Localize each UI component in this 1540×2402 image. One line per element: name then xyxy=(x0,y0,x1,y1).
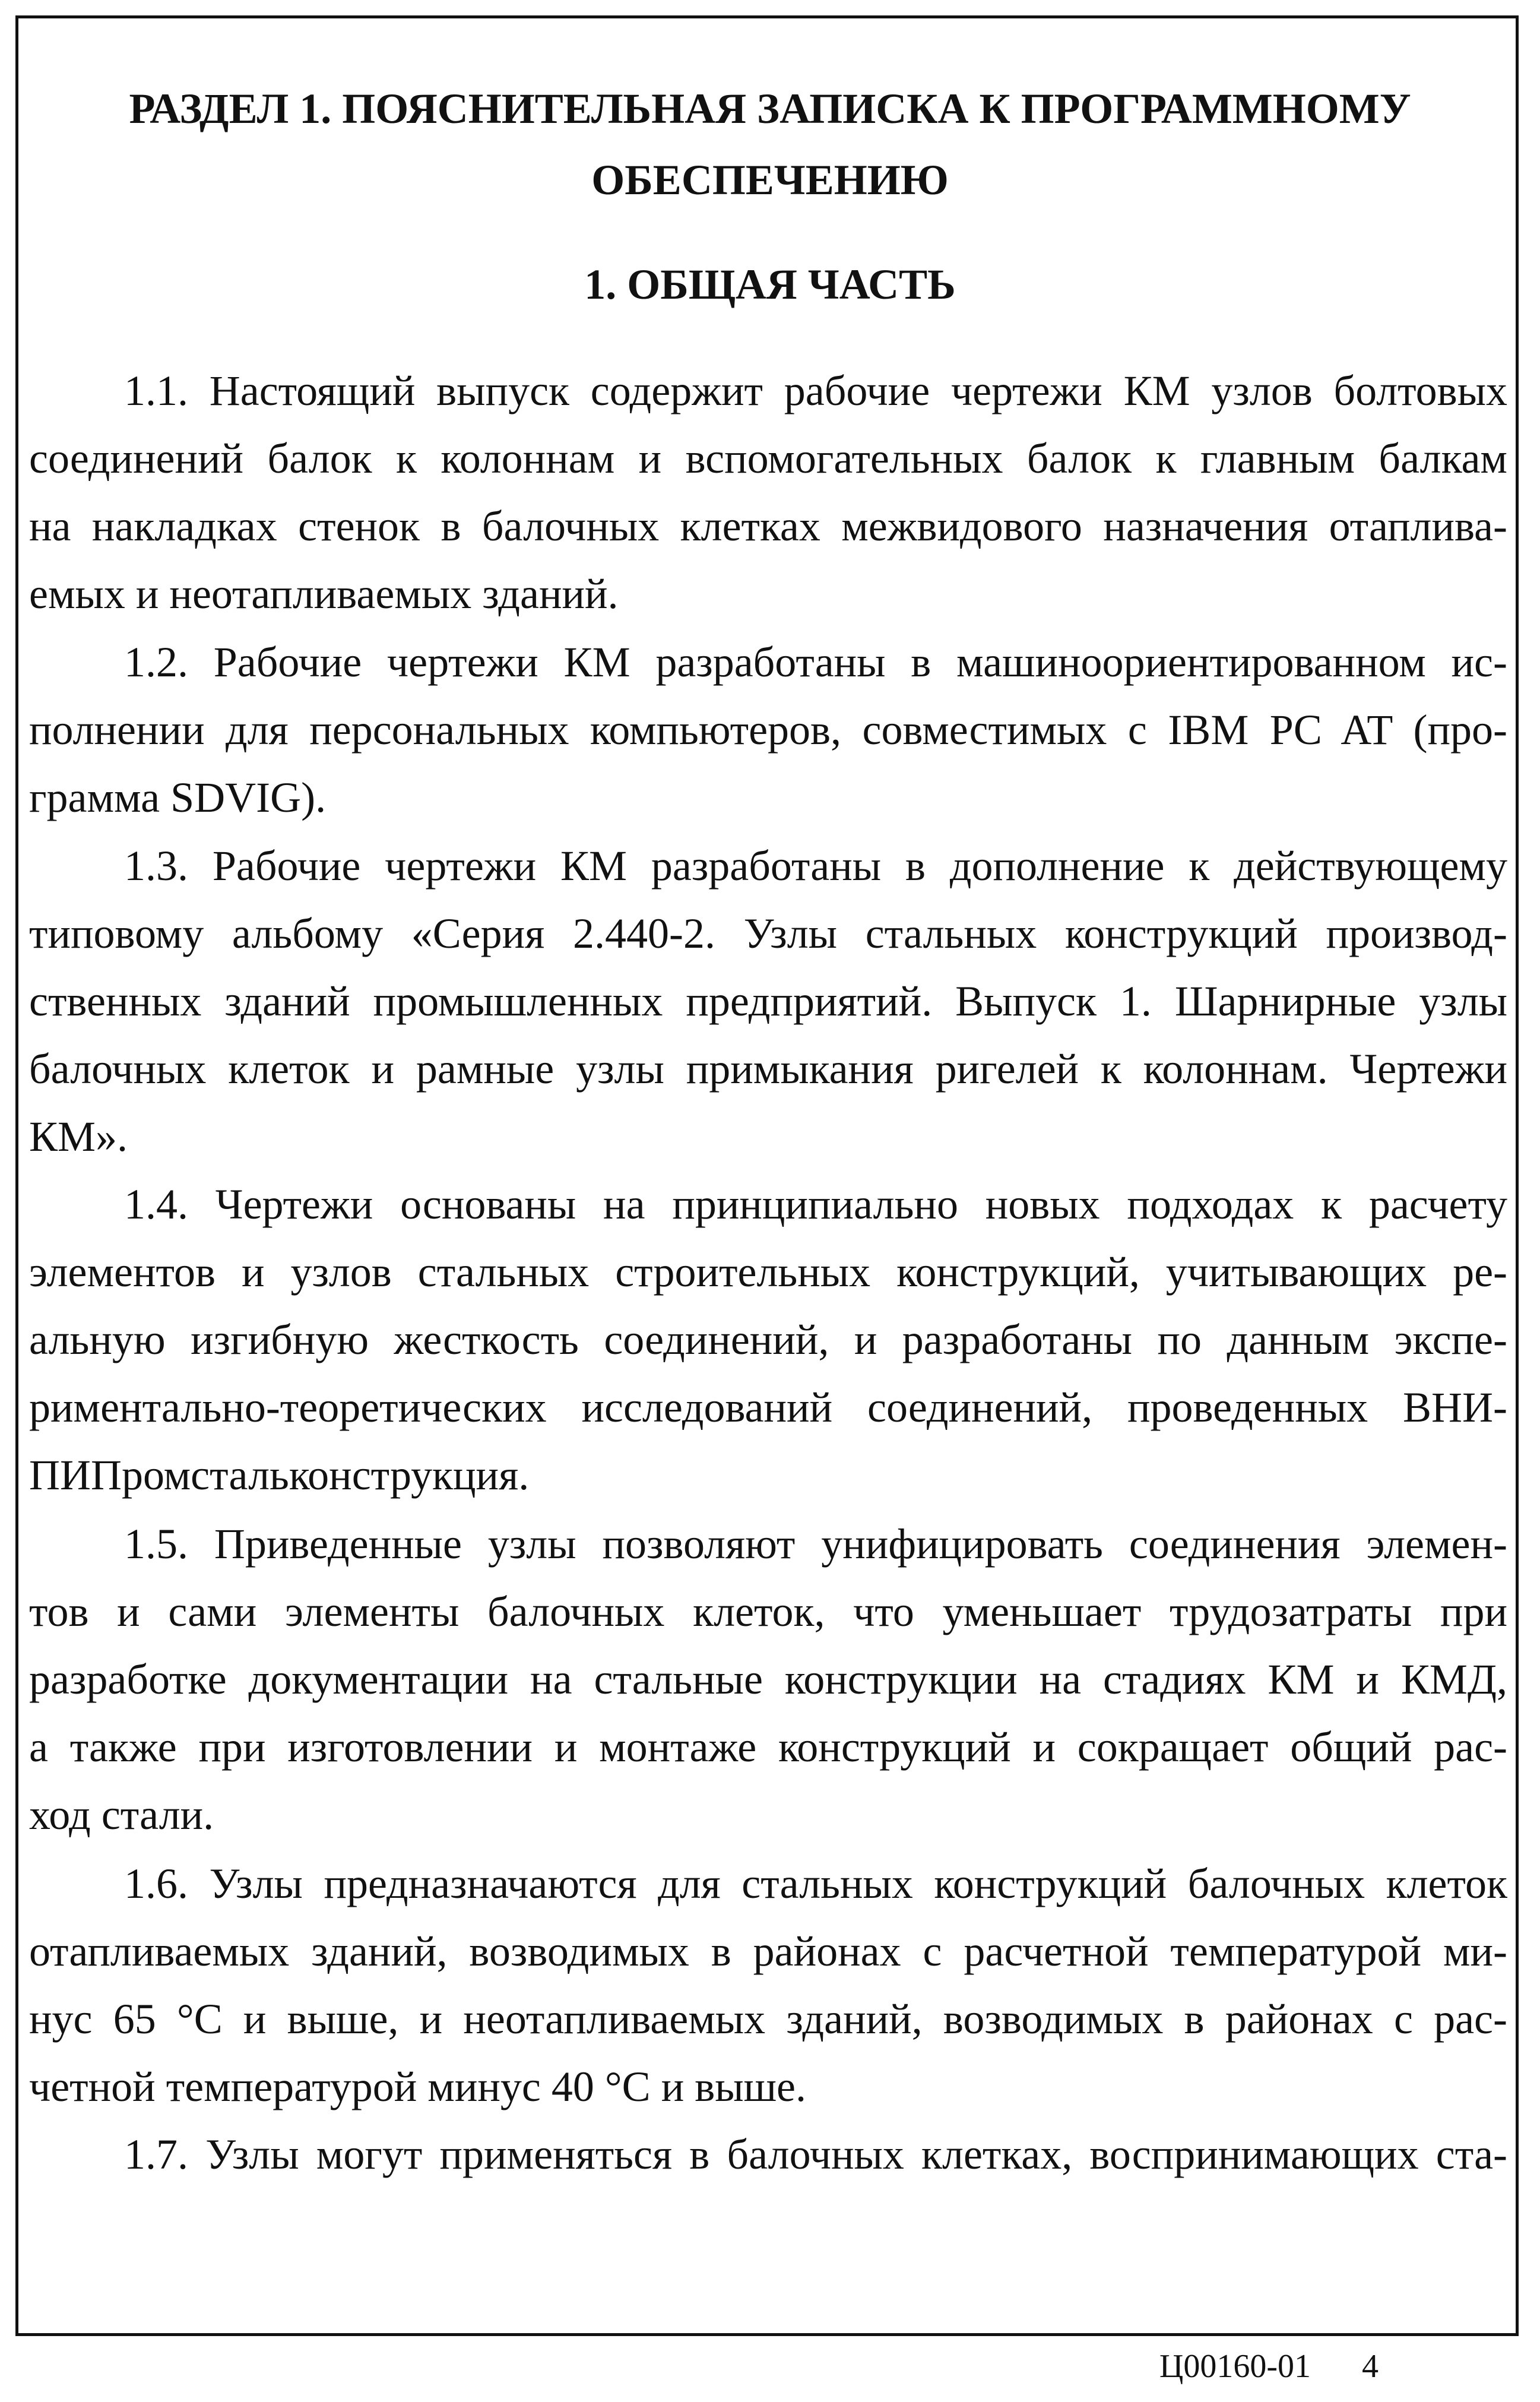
paragraph-line: балочных клеток и рамные узлы примыкания ригелей к колоннам. Чертежи xyxy=(29,1045,1507,1093)
paragraph-1-6 xyxy=(29,1850,1507,2121)
page-number: 4 xyxy=(1362,2348,1379,2385)
paragraph-line: 1.4. Чертежи основаны на принципиально новых подходах к расчету xyxy=(124,1181,1507,1228)
paragraph-line: типовому альбому «Серия 2.440-2. Узлы стальных конструкций производ- xyxy=(29,910,1507,957)
section-title-line-1: РАЗДЕЛ 1. ПОЯСНИТЕЛЬНАЯ ЗАПИСКА К ПРОГРАММНОМУ xyxy=(129,85,1411,132)
paragraph-line: альную изгибную жесткость соединений, и разработаны по данным экспе- xyxy=(29,1316,1507,1363)
paragraph-line: соединений балок к колоннам и вспомогательных балок к главным балкам xyxy=(29,435,1507,482)
paragraph-line: КМ». xyxy=(29,1113,128,1160)
paragraph-1-1 xyxy=(29,357,1507,628)
paragraph-line: четной температурой минус 40 °С и выше. xyxy=(29,2063,807,2110)
paragraph-1-7 xyxy=(29,2121,1507,2188)
paragraph-line: а также при изготовлении и монтаже конструкций и сокращает общий рас- xyxy=(29,1723,1507,1771)
page-footer xyxy=(1159,2346,1379,2387)
section-title-line-2: ОБЕСПЕЧЕНИЮ xyxy=(591,156,949,204)
paragraph-1-5 xyxy=(29,1510,1507,1849)
paragraph-line: на накладках стенок в балочных клетках межвидового назначения отаплива- xyxy=(29,502,1507,550)
paragraph-line: 1.5. Приведенные узлы позволяют унифицировать соединения элемен- xyxy=(124,1520,1507,1568)
paragraph-line: емых и неотапливаемых зданий. xyxy=(29,570,619,618)
paragraph-line: 1.1. Настоящий выпуск содержит рабочие чертежи КМ узлов болтовых xyxy=(124,367,1507,414)
paragraph-line: ход стали. xyxy=(29,1791,214,1838)
paragraph-line: нус 65 °С и выше, и неотапливаемых зданий, возводимых в районах с рас- xyxy=(29,1995,1507,2043)
paragraph-line: элементов и узлов стальных строительных конструкций, учитывающих ре- xyxy=(29,1248,1507,1296)
paragraph-line: 1.3. Рабочие чертежи КМ разработаны в дополнение к действующему xyxy=(124,842,1507,890)
page-frame xyxy=(15,15,1519,2336)
paragraph-line: отапливаемых зданий, возводимых в районах с расчетной температурой ми- xyxy=(29,1928,1507,1975)
paragraph-line: 1.6. Узлы предназначаются для стальных конструкций балочных клеток xyxy=(124,1860,1507,1907)
paragraph-1-4 xyxy=(29,1170,1507,1509)
paragraph-line: ственных зданий промышленных предприятий. Выпуск 1. Шарнирные узлы xyxy=(29,977,1507,1025)
section-title xyxy=(54,73,1486,216)
paragraph-line: 1.2. Рабочие чертежи КМ разработаны в машиноориентированном ис- xyxy=(124,638,1507,686)
paragraph-line: грамма SDVIG). xyxy=(29,774,327,821)
paragraph-1-2 xyxy=(29,628,1507,831)
paragraph-1-3 xyxy=(29,832,1507,1170)
paragraph-line: тов и сами элементы балочных клеток, что уменьшает трудозатраты при xyxy=(29,1588,1507,1635)
subsection-title: 1. ОБЩАЯ ЧАСТЬ xyxy=(584,261,956,308)
paragraph-line: риментально-теоретических исследований соединений, проведенных ВНИ- xyxy=(29,1384,1507,1431)
paragraph-line: разработке документации на стальные конструкции на стадиях КМ и КМД, xyxy=(29,1656,1507,1703)
document-code: Ц00160-01 xyxy=(1159,2348,1311,2385)
paragraph-line: ПИПромстальконструкция. xyxy=(29,1451,530,1499)
paragraph-line: полнении для персональных компьютеров, совместимых с IBM PC AT (про- xyxy=(29,706,1507,754)
paragraph-line: 1.7. Узлы могут применяться в балочных клетках, воспринимающих ста- xyxy=(124,2131,1507,2178)
